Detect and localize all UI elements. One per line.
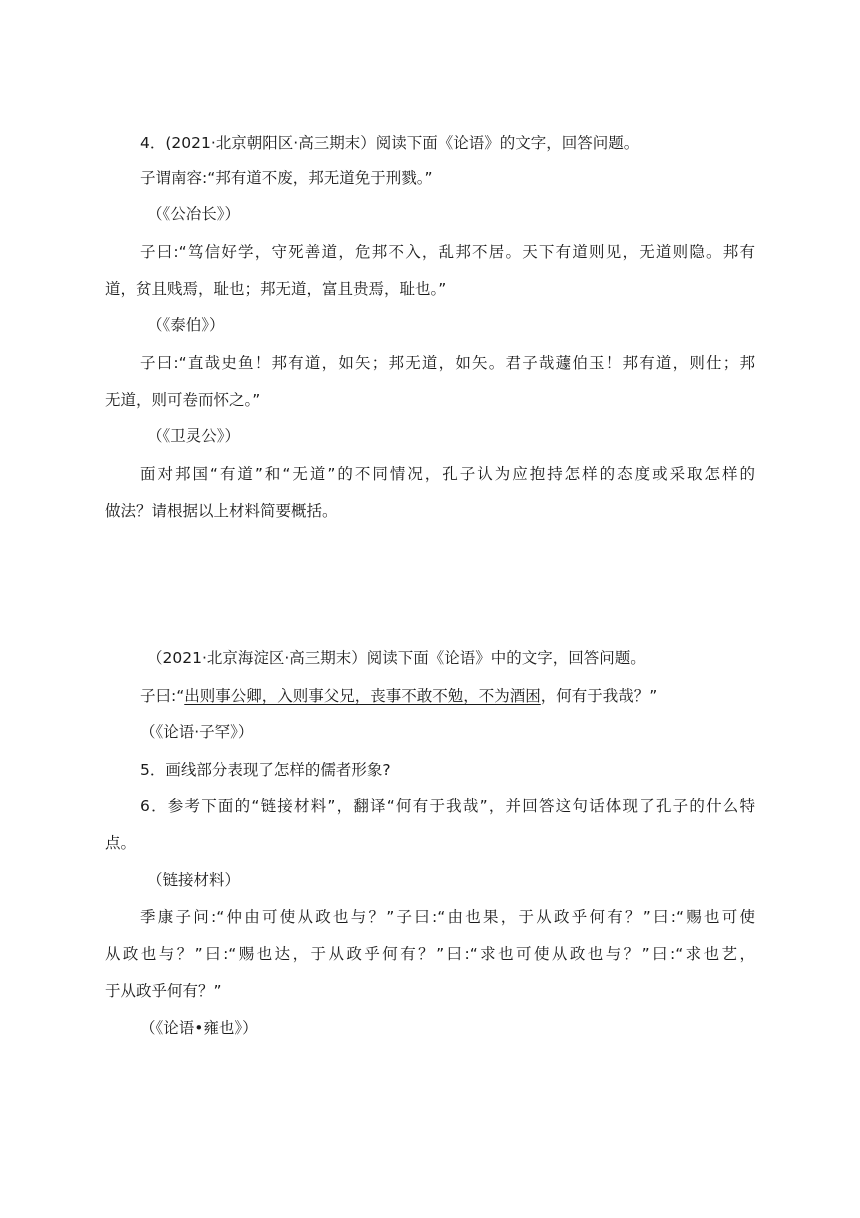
q4-source-1: （《公冶长》）	[147, 205, 241, 223]
q4-passage-3-line-2: 无道，则可卷而怀之。”	[105, 391, 261, 409]
link-material-line-1: 季康子问:“仲由可使从政也与？”子曰:“由也果，于从政乎何有？”曰:“赐也可使	[140, 908, 755, 926]
q4-passage-3-line-1: 子曰:“直哉史鱼！邦有道，如矢；邦无道，如矢。君子哉蘧伯玉！邦有道，则仕；邦	[140, 354, 755, 372]
link-material-line-3: 于从政乎何有？”	[105, 982, 222, 1000]
q56-quote-prefix: 子曰:“	[140, 687, 185, 705]
q4-passage-2-line-1: 子曰:“笃信好学，守死善道，危邦不入，乱邦不居。天下有道则见，无道则隐。邦有	[140, 243, 755, 261]
q56-source: （《论语·子罕》）	[140, 723, 254, 741]
q4-question-line-2: 做法？请根据以上材料简要概括。	[105, 502, 338, 520]
q56-quote	[0, 686, 860, 706]
link-material-source: （《论语•雍也》）	[140, 1019, 258, 1037]
q4-source-3: （《卫灵公》）	[147, 427, 241, 445]
question-6-line-2: 点。	[105, 834, 137, 852]
q4-passage-1: 子谓南容:“邦有道不废，邦无道免于刑戮。”	[140, 169, 433, 187]
question-5: 5．画线部分表现了怎样的儒者形象?	[140, 761, 391, 779]
q4-header: 4．(2021·北京朝阳区·高三期末）阅读下面《论语》的文字，回答问题。	[140, 134, 640, 152]
q56-quote-suffix: ，何有于我哉？”	[540, 687, 658, 705]
question-6-line-1: 6．参考下面的“链接材料”，翻译“何有于我哉”，并回答这句话体现了孔子的什么特	[140, 797, 755, 815]
link-material-line-2: 从政也与？”曰:“赐也达，于从政乎何有？”曰:“求也可使从政也与？”曰:“求也艺，	[105, 945, 755, 963]
q4-passage-2-line-2: 道，贫且贱焉，耻也；邦无道，富且贵焉，耻也。”	[105, 280, 447, 298]
q56-quote-underlined: 出则事公卿，入则事父兄，丧事不敢不勉，不为酒困	[184, 687, 541, 705]
q4-source-2: （《泰伯》）	[147, 316, 225, 334]
q4-question-line-1: 面对邦国“有道”和“无道”的不同情况，孔子认为应抱持怎样的态度或采取怎样的	[140, 465, 755, 483]
q56-header: （2021·北京海淀区·高三期末）阅读下面《论语》中的文字，回答问题。	[147, 649, 646, 667]
link-material-title: （链接材料）	[147, 871, 241, 889]
